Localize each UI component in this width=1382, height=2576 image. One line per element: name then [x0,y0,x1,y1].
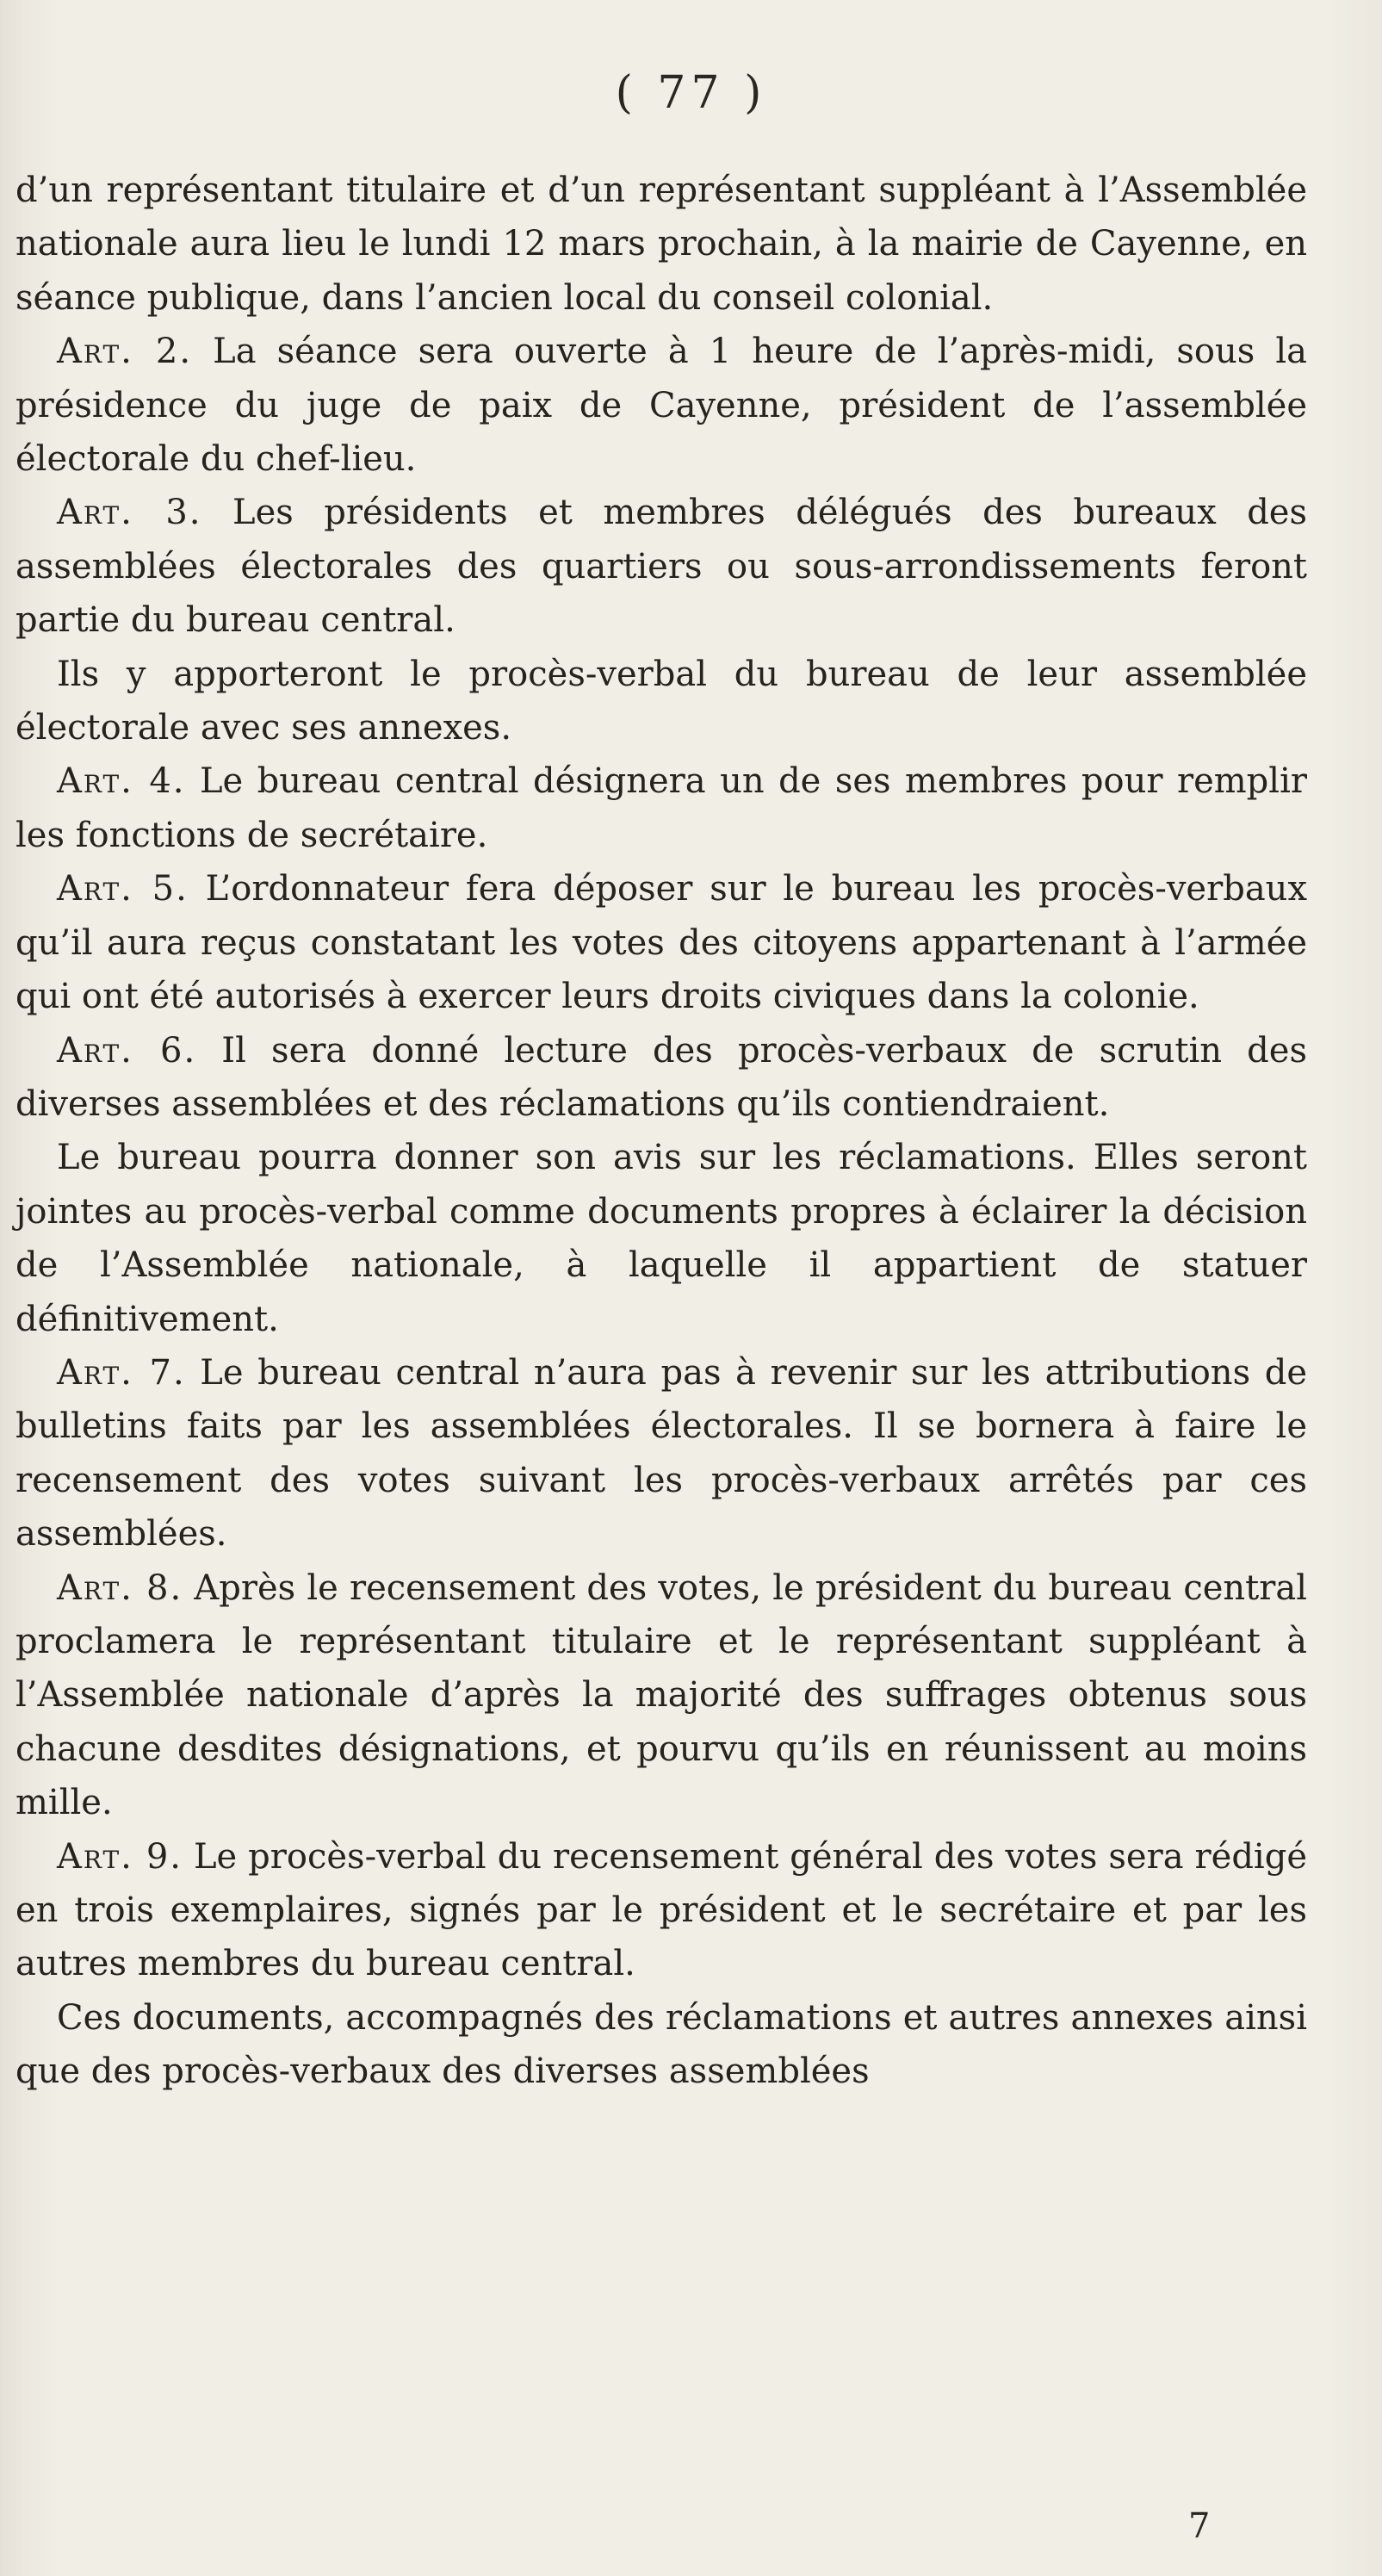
article-label: Art. 2. [57,332,193,372]
paragraph-art-3 [15,486,1307,647]
paragraph-text: Il sera donné lecture des procès-verbaux de scrutin des diverses assemblées et des réclamations qu’ils contiendraient. [15,1030,1307,1124]
article-label: Art. 5. [57,869,189,909]
paragraph-text: Après le recensement des votes, le président du bureau central proclamera le représentant titulaire et le représentant suppléant à l’Assemblée nationale d’après la majorité des suffrages obtenus sous chacune desdites désignations, et pourvu qu’ils en réunissent au moins mille. [15,1567,1307,1823]
signature-mark: 7 [1188,2506,1211,2546]
paragraph-text: Le bureau pourra donner son avis sur les réclamations. Elles seront jointes au procès-verbal comme documents propres à éclairer la décision de l’Assemblée nationale, à laquelle il appartient de statuer définitivement. [15,1138,1307,1339]
article-label: Art. 3. [57,493,202,533]
paragraph-art-2 [15,325,1307,486]
paragraph-art-6-cont [15,1131,1307,1346]
article-label: Art. 8. [57,1567,183,1608]
paragraph-art-9-cont [15,1991,1307,2099]
page-number: ( 77 ) [615,67,767,119]
article-label: Art. 7. [57,1352,186,1393]
paragraph-1 [15,164,1307,325]
paragraph-text: Le procès-verbal du recensement général des votes sera rédigé en trois exemplaires, signés par le président et le secrétaire et par les autres membres du bureau central. [15,1836,1307,1984]
paragraph-art-6 [15,1024,1307,1132]
article-label: Art. 4. [57,761,186,802]
paragraph-text: Ces documents, accompagnés des réclamations et autres annexes ainsi que des procès-verbaux des diverses assemblées [15,1997,1307,2092]
paragraph-art-8 [15,1561,1307,1830]
document-body [15,164,1307,2099]
paragraph-art-7 [15,1346,1307,1561]
paragraph-art-5 [15,862,1307,1023]
paragraph-text: d’un représentant titulaire et d’un représentant suppléant à l’Assemblée nationale aura lieu le lundi 12 mars prochain, à la mairie de Cayenne, en séance publique, dans l’ancien local du conseil colonial. [15,171,1307,318]
paragraph-art-9 [15,1830,1307,1991]
paragraph-text: Le bureau central n’aura pas à revenir sur les attributions de bulletins faits par les assemblées électorales. Il se bornera à faire le recensement des votes suivant les procès-verbaux arrêtés par ces assemblées. [15,1352,1307,1555]
article-label: Art. 6. [57,1030,197,1071]
article-label: Art. 9. [57,1836,183,1877]
paragraph-text: Les présidents et membres délégués des bureaux des assemblées électorales des quartiers ou sous-arrondissements feront partie du bureau central. [15,493,1308,641]
paragraph-art-3-cont [15,648,1307,755]
paragraph-text: L’ordonnateur fera déposer sur le bureau les procès-verbaux qu’il aura reçus constatant les votes des citoyens appartenant à l’armée qui ont été autorisés à exercer leurs droits civiques dans la colonie. [15,869,1307,1017]
paragraph-text: La séance sera ouverte à 1 heure de l’après-midi, sous la présidence du juge de paix de Cayenne, président de l’assemblée électorale du chef-lieu. [15,332,1308,480]
paragraph-text: Le bureau central désignera un de ses membres pour remplir les fonctions de secrétaire. [15,761,1307,855]
paragraph-art-4 [15,754,1307,862]
paragraph-text: Ils y apporteront le procès-verbal du bureau de leur assemblée électorale avec ses annexes. [15,654,1307,748]
